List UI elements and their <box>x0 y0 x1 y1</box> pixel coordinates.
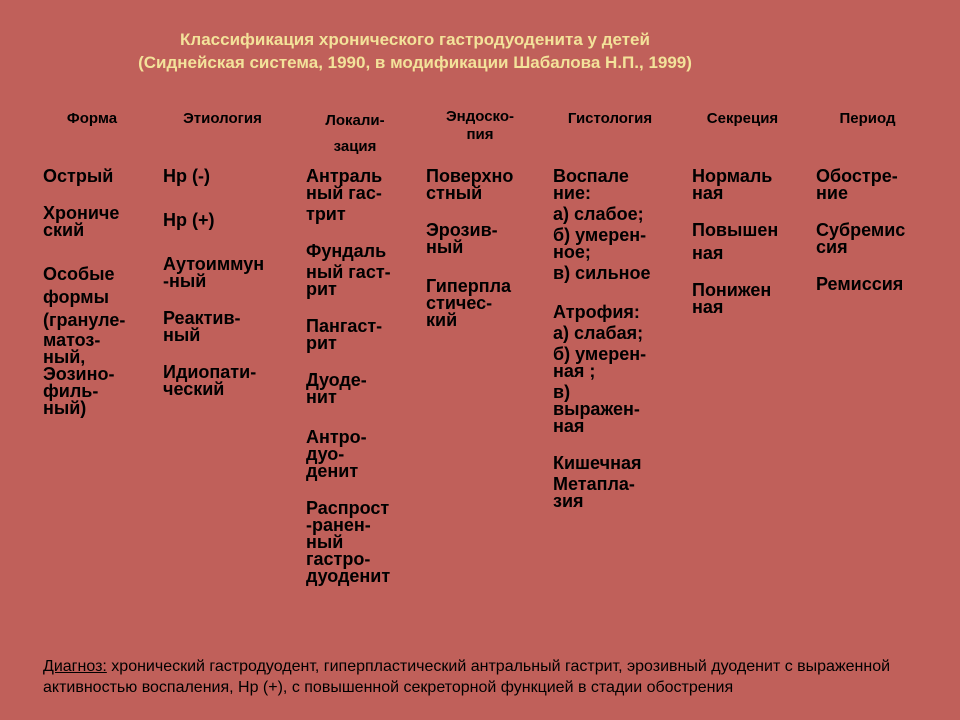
header-endoscopy-line1: Эндоско- <box>445 108 515 125</box>
histology-atrophy-line2: а) слабая; <box>553 323 644 343</box>
localization-widespread-line3: ный <box>306 532 344 552</box>
title-line-1: Классификация хронического гастродуоденита у детей <box>180 30 650 49</box>
slide-title <box>0 28 830 74</box>
histology-atrophy <box>553 304 651 435</box>
histology-metaplasia <box>553 455 651 510</box>
diagnosis-label: Диагноз: <box>43 658 107 675</box>
histology-atrophy-line3: б) умерен- <box>553 344 647 364</box>
etiology-reactive-line1: Реактив- <box>163 308 241 328</box>
period-subremission-line1: Субремис <box>816 220 906 240</box>
diagnosis-example <box>43 656 933 698</box>
column-forma <box>43 168 125 437</box>
etiology-autoimmune <box>163 256 264 290</box>
localization-antral-line3: трит <box>306 204 346 224</box>
secretion-normal <box>692 168 778 202</box>
secretion-normal-line1: Нормаль <box>692 166 773 186</box>
secretion-increased-line2: ная <box>692 243 724 263</box>
endoscopy-hyperplastic-line1: Гиперпла <box>426 276 512 296</box>
forma-special-line1: Особые <box>43 264 115 284</box>
endoscopy-erosive-line1: Эрозив- <box>426 220 498 240</box>
endoscopy-erosive-line2: ный <box>426 237 464 257</box>
localization-duodenitis <box>306 372 391 406</box>
localization-widespread-line1: Распрост <box>306 498 390 518</box>
header-secretion: Секреция <box>706 110 779 127</box>
localization-antroduodenitis-line3: денит <box>306 461 359 481</box>
header-endoscopy-line2: пия <box>466 126 494 143</box>
header-localization-line1: Локали- <box>325 112 385 129</box>
histology-inflammation <box>553 168 651 282</box>
localization-fundal <box>306 243 391 298</box>
period-exacerbation-line2: ние <box>816 183 848 203</box>
etiology-reactive-line2: ный <box>163 325 201 345</box>
header-period: Период <box>839 110 896 127</box>
localization-antroduodenitis-line2: дуо- <box>306 444 345 464</box>
column-period <box>816 168 905 313</box>
secretion-increased <box>692 222 778 262</box>
header-localization-line2: зация <box>333 138 377 155</box>
localization-duodenitis-line1: Дуоде- <box>306 370 367 390</box>
period-exacerbation <box>816 168 905 202</box>
histology-atrophy-line4: ная ; <box>553 361 596 381</box>
localization-widespread-line5: дуоденит <box>306 566 391 586</box>
column-etiology <box>163 168 264 418</box>
forma-special-line6: Эозино- <box>43 364 115 384</box>
histology-inflammation-line5: ное; <box>553 242 591 262</box>
forma-special-line2: формы <box>43 287 109 307</box>
endoscopy-hyperplastic-line3: кий <box>426 310 458 330</box>
column-secretion <box>692 168 778 336</box>
column-histology <box>553 168 651 530</box>
localization-pangastritis-line2: рит <box>306 333 337 353</box>
histology-atrophy-line5: в) <box>553 382 571 402</box>
localization-widespread <box>306 500 391 585</box>
localization-antroduodenitis-line1: Антро- <box>306 427 367 447</box>
etiology-idiopathic <box>163 364 264 398</box>
localization-fundal-line3: рит <box>306 279 337 299</box>
etiology-hp-negative: Hp (-) <box>163 166 210 186</box>
histology-inflammation-line1: Воспале <box>553 166 629 186</box>
histology-inflammation-line2: ние: <box>553 183 591 203</box>
forma-acute <box>43 168 125 185</box>
localization-pangastritis <box>306 318 391 352</box>
title-line-2: (Сиднейская система, 1990, в модификации Шабалова Н.П., 1999) <box>138 53 692 72</box>
endoscopy-superficial <box>426 168 513 202</box>
endoscopy-hyperplastic-line2: стичес- <box>426 293 493 313</box>
forma-chronic <box>43 205 125 239</box>
localization-antral-line2: ный гас- <box>306 183 382 203</box>
header-forma: Форма <box>66 110 118 127</box>
secretion-normal-line2: ная <box>692 183 724 203</box>
etiology-reactive <box>163 310 264 344</box>
column-localization <box>306 168 391 605</box>
forma-acute-line: Острый <box>43 166 114 186</box>
forma-special-line7: филь- <box>43 381 99 401</box>
histology-atrophy-line1: Атрофия: <box>553 302 640 322</box>
forma-special-line4: матоз- <box>43 330 101 350</box>
histology-inflammation-line3: а) слабое; <box>553 204 644 224</box>
histology-inflammation-line6: в) сильное <box>553 263 651 283</box>
localization-antral-line1: Антраль <box>306 166 383 186</box>
secretion-decreased-line2: ная <box>692 297 724 317</box>
header-localization <box>300 108 410 160</box>
localization-antral <box>306 168 391 223</box>
histology-metaplasia-line3: зия <box>553 491 584 511</box>
secretion-increased-line1: Повышен <box>692 220 779 240</box>
localization-antroduodenitis <box>306 429 391 480</box>
endoscopy-superficial-line1: Поверхно <box>426 166 514 186</box>
forma-special-line8: ный) <box>43 398 87 418</box>
secretion-decreased <box>692 282 778 316</box>
forma-special-line3: (грануле- <box>43 310 126 330</box>
endoscopy-hyperplastic <box>426 278 513 329</box>
etiology-autoimmune-line1: Аутоиммун <box>163 254 265 274</box>
etiology-autoimmune-line2: -ный <box>163 271 207 291</box>
forma-chronic-line2: ский <box>43 220 85 240</box>
localization-fundal-line1: Фундаль <box>306 241 387 261</box>
etiology-idiopathic-line2: ческий <box>163 379 225 399</box>
localization-pangastritis-line1: Пангаст- <box>306 316 383 336</box>
period-remission: Ремиссия <box>816 274 904 294</box>
column-endoscopy <box>426 168 513 349</box>
histology-inflammation-line4: б) умерен- <box>553 225 647 245</box>
localization-widespread-line2: -ранен- <box>306 515 371 535</box>
localization-widespread-line4: гастро- <box>306 549 371 569</box>
period-exacerbation-line1: Обостре- <box>816 166 898 186</box>
period-subremission-line2: сия <box>816 237 848 257</box>
localization-duodenitis-line2: нит <box>306 387 337 407</box>
histology-metaplasia-line2: Метапла- <box>553 474 635 494</box>
endoscopy-superficial-line2: стный <box>426 183 483 203</box>
etiology-idiopathic-line1: Идиопати- <box>163 362 257 382</box>
forma-special <box>43 263 125 417</box>
diagnosis-text: хронический гастродуодент, гиперпластический антральный гастрит, эрозивный дуоденит с выраженной активностью воспаления, Hp (+), с повышенной секреторной функцией в стадии обострения <box>43 658 891 696</box>
histology-metaplasia-line1: Кишечная <box>553 453 642 473</box>
forma-chronic-line1: Хрониче <box>43 203 120 223</box>
localization-fundal-line2: ный гаст- <box>306 262 391 282</box>
header-endoscopy <box>425 108 535 144</box>
etiology-hp-positive: Hp (+) <box>163 210 215 230</box>
histology-atrophy-line6: выражен- <box>553 399 640 419</box>
histology-atrophy-line7: ная <box>553 416 585 436</box>
header-etiology: Этиология <box>183 110 262 127</box>
forma-special-line5: ный, <box>43 347 86 367</box>
period-subremission <box>816 222 905 256</box>
secretion-decreased-line1: Понижен <box>692 280 772 300</box>
header-histology: Гистология <box>567 110 653 127</box>
endoscopy-erosive <box>426 222 513 256</box>
